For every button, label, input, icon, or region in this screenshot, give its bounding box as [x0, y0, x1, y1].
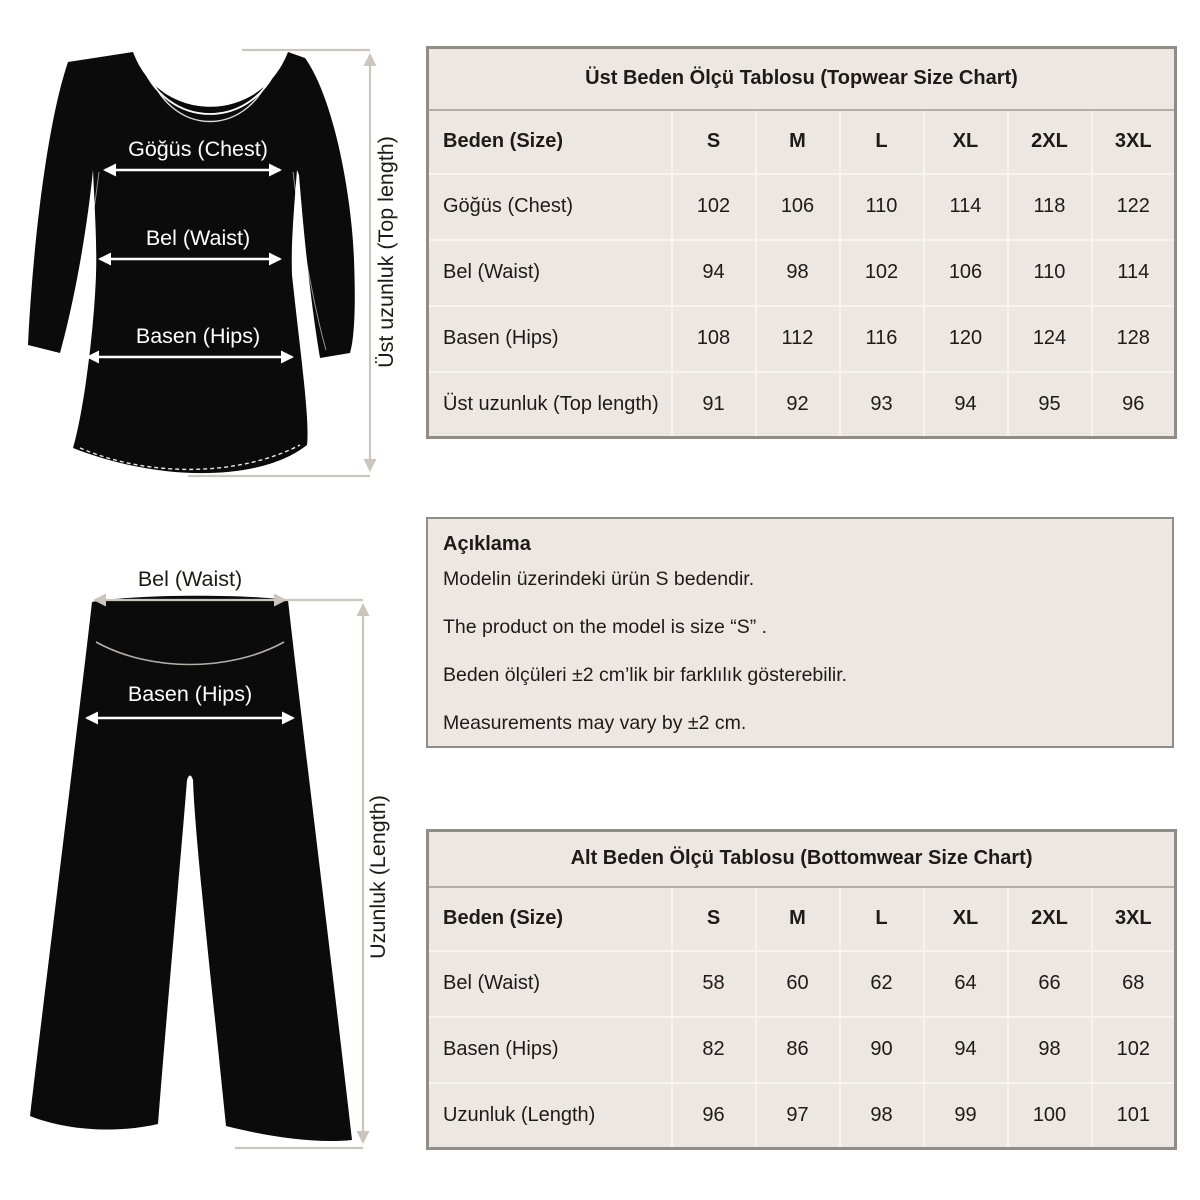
measurement-label: Göğüs (Chest)	[428, 174, 672, 240]
size-header-l: L	[840, 887, 924, 951]
size-value-cell: 98	[756, 240, 840, 306]
size-value-cell: 98	[1008, 1017, 1092, 1083]
size-header-m: M	[756, 110, 840, 174]
size-value-cell: 100	[1008, 1083, 1092, 1149]
size-value-cell: 122	[1092, 174, 1176, 240]
size-column-header: Beden (Size)	[428, 887, 672, 951]
table-header-row	[428, 887, 1176, 951]
measurement-label: Bel (Waist)	[428, 240, 672, 306]
size-header-xl: XL	[924, 110, 1008, 174]
size-value-cell: 98	[840, 1083, 924, 1149]
size-value-cell: 116	[840, 306, 924, 372]
note-line-tr-size: Modelin üzerindeki ürün S bedendir.	[443, 568, 755, 590]
size-value-cell: 92	[756, 372, 840, 438]
note-line-en-tolerance: Measurements may vary by ±2 cm.	[443, 712, 747, 734]
size-value-cell: 94	[924, 372, 1008, 438]
size-value-cell: 58	[672, 951, 756, 1017]
pants-length-label: Uzunluk (Length)	[366, 795, 390, 959]
table-title: Üst Beden Ölçü Tablosu (Topwear Size Chart)	[428, 48, 1176, 110]
topwear-size-table	[426, 46, 1177, 439]
measurement-label: Uzunluk (Length)	[428, 1083, 672, 1149]
pants-hips-arrow-label: Basen (Hips)	[127, 682, 253, 706]
size-value-cell: 64	[924, 951, 1008, 1017]
size-header-s: S	[672, 110, 756, 174]
size-value-cell: 112	[756, 306, 840, 372]
measurement-label: Üst uzunluk (Top length)	[428, 372, 672, 438]
size-value-cell: 118	[1008, 174, 1092, 240]
size-value-cell: 96	[672, 1083, 756, 1149]
size-header-m: M	[756, 887, 840, 951]
size-value-cell: 102	[672, 174, 756, 240]
size-value-cell: 93	[840, 372, 924, 438]
waist-arrow-label: Bel (Waist)	[145, 226, 251, 250]
bottomwear-figure	[5, 548, 420, 1165]
pants-waist-arrow-label: Bel (Waist)	[137, 567, 243, 591]
top-length-label: Üst uzunluk (Top length)	[374, 136, 398, 368]
size-value-cell: 68	[1092, 951, 1176, 1017]
table-row	[428, 951, 1176, 1017]
size-value-cell: 102	[840, 240, 924, 306]
size-value-cell: 60	[756, 951, 840, 1017]
size-value-cell: 110	[1008, 240, 1092, 306]
size-value-cell: 95	[1008, 372, 1092, 438]
table-title-row	[428, 48, 1176, 110]
size-value-cell: 114	[924, 174, 1008, 240]
size-header-l: L	[840, 110, 924, 174]
size-value-cell: 96	[1092, 372, 1176, 438]
size-column-header: Beden (Size)	[428, 110, 672, 174]
size-header-xl: XL	[924, 887, 1008, 951]
size-value-cell: 90	[840, 1017, 924, 1083]
size-value-cell: 97	[756, 1083, 840, 1149]
table-row	[428, 1083, 1176, 1149]
size-value-cell: 102	[1092, 1017, 1176, 1083]
measurement-label: Basen (Hips)	[428, 1017, 672, 1083]
size-value-cell: 110	[840, 174, 924, 240]
size-value-cell: 66	[1008, 951, 1092, 1017]
size-value-cell: 120	[924, 306, 1008, 372]
size-header-s: S	[672, 887, 756, 951]
size-value-cell: 114	[1092, 240, 1176, 306]
size-value-cell: 101	[1092, 1083, 1176, 1149]
size-value-cell: 108	[672, 306, 756, 372]
table-header-row	[428, 110, 1176, 174]
size-header-2xl: 2XL	[1008, 110, 1092, 174]
notes-panel	[426, 517, 1174, 748]
bottomwear-size-table	[426, 829, 1177, 1150]
size-value-cell: 124	[1008, 306, 1092, 372]
size-value-cell: 91	[672, 372, 756, 438]
measurement-label: Bel (Waist)	[428, 951, 672, 1017]
table-row	[428, 372, 1176, 438]
size-value-cell: 106	[756, 174, 840, 240]
size-value-cell: 99	[924, 1083, 1008, 1149]
size-value-cell: 94	[924, 1017, 1008, 1083]
table-row	[428, 174, 1176, 240]
table-row	[428, 306, 1176, 372]
measurement-label: Basen (Hips)	[428, 306, 672, 372]
note-line-tr-tolerance: Beden ölçüleri ±2 cm’lik bir farklılık gösterebilir.	[443, 664, 848, 686]
size-value-cell: 82	[672, 1017, 756, 1083]
notes-heading: Açıklama	[443, 533, 531, 555]
table-row	[428, 1017, 1176, 1083]
size-header-3xl: 3XL	[1092, 110, 1176, 174]
size-header-2xl: 2XL	[1008, 887, 1092, 951]
pants-silhouette	[30, 596, 352, 1141]
size-value-cell: 62	[840, 951, 924, 1017]
size-value-cell: 128	[1092, 306, 1176, 372]
note-line-en-size: The product on the model is size “S” .	[443, 616, 768, 638]
table-title: Alt Beden Ölçü Tablosu (Bottomwear Size Chart)	[428, 831, 1176, 887]
size-value-cell: 86	[756, 1017, 840, 1083]
size-value-cell: 106	[924, 240, 1008, 306]
hips-arrow-label: Basen (Hips)	[135, 324, 261, 348]
size-value-cell: 94	[672, 240, 756, 306]
table-title-row	[428, 831, 1176, 887]
size-header-3xl: 3XL	[1092, 887, 1176, 951]
topwear-figure	[10, 20, 420, 500]
tunic-silhouette	[28, 52, 355, 473]
table-row	[428, 240, 1176, 306]
chest-arrow-label: Göğüs (Chest)	[128, 137, 268, 161]
